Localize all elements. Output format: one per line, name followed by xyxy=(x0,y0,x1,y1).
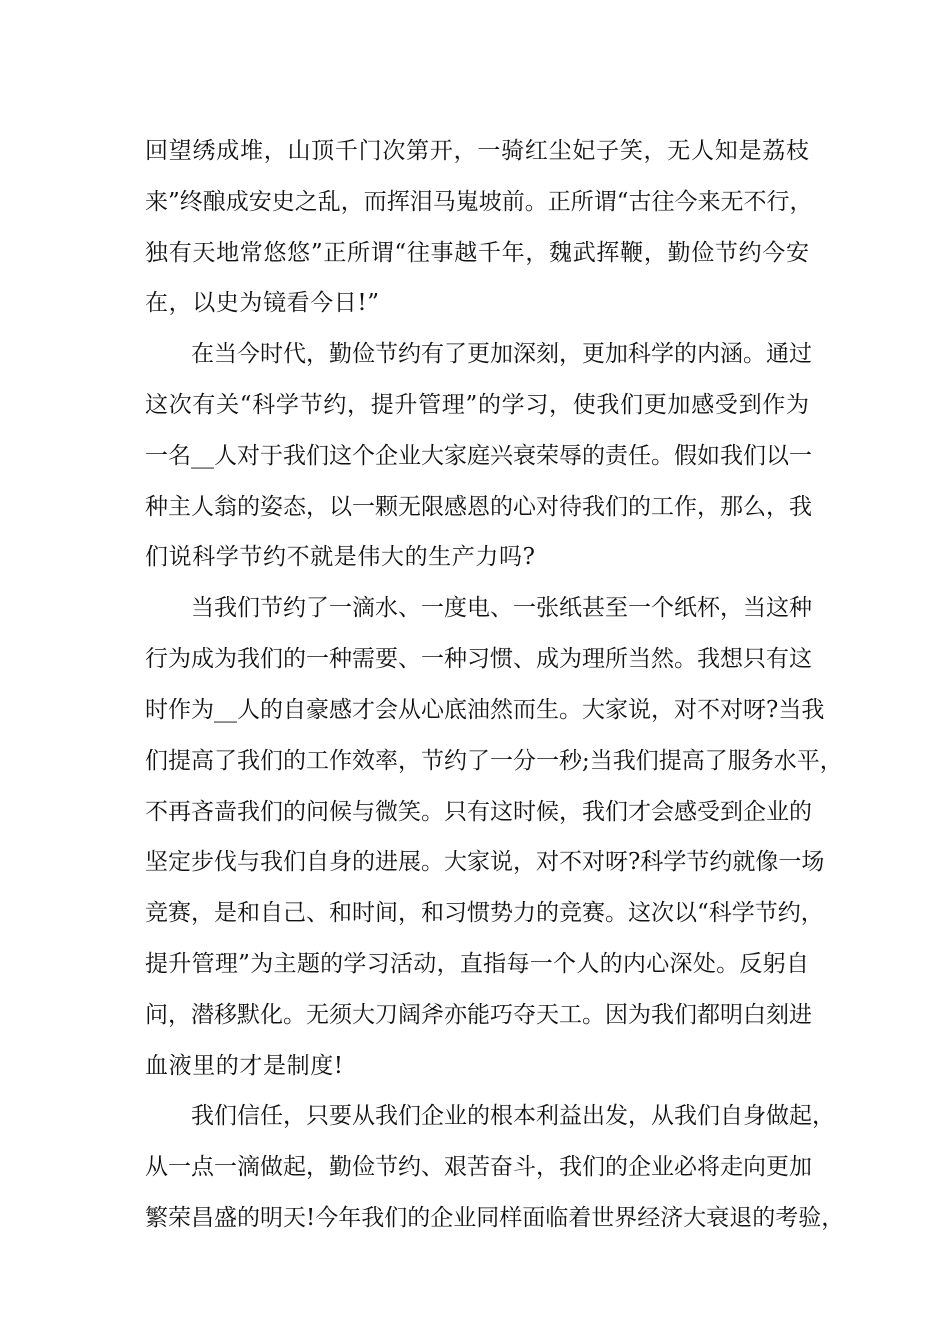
text-line: 不再吝啬我们的问候与微笑。只有这时候，我们才会感受到企业的 xyxy=(145,799,812,825)
text-line: 们说科学节约不就是伟大的生产力吗? xyxy=(145,544,536,570)
text-line: 这次有关“科学节约，提升管理”的学习，使我们更加感受到作为 xyxy=(145,392,809,418)
text-line: 回望绣成堆，山顶千门次第开，一骑红尘妃子笑，无人知是荔枝 xyxy=(145,138,809,164)
text-line: 问，潜移默化。无须大刀阔斧亦能巧夺天工。因为我们都明白刻进 xyxy=(145,1002,812,1028)
text-line: 当我们节约了一滴水、一度电、一张纸甚至一个纸杯，当这种 xyxy=(191,595,812,621)
text-line: 在当今时代，勤俭节约有了更加深刻，更加科学的内涵。通过 xyxy=(191,341,812,367)
text-line: 行为成为我们的一种需要、一种习惯、成为理所当然。我想只有这 xyxy=(145,646,812,672)
text-line: 独有天地常悠悠”正所谓“往事越千年，魏武挥鞭，勤俭节约今安 xyxy=(145,240,809,266)
text-line: 种主人翁的姿态，以一颗无限感恩的心对待我们的工作，那么，我 xyxy=(145,494,812,520)
text-line: 繁荣昌盛的明天!今年我们的企业同样面临着世界经济大衰退的考验， xyxy=(145,1205,845,1231)
text-line: 在，以史为镜看今日!” xyxy=(145,290,380,316)
text-line: 坚定步伐与我们自身的进展。大家说，对不对呀?科学节约就像一场 xyxy=(145,849,825,875)
text-line: 竞赛，是和自己、和时间，和习惯势力的竞赛。这次以“科学节约， xyxy=(145,900,824,926)
text-line: 一名__人对于我们这个企业大家庭兴衰荣辱的责任。假如我们以一 xyxy=(145,443,812,469)
text-line: 们提高了我们的工作效率，节约了一分一秒;当我们提高了服务水平， xyxy=(145,748,843,774)
text-line: 血液里的才是制度! xyxy=(145,1053,344,1079)
text-line: 提升管理”为主题的学习活动，直指每一个人的内心深处。反躬自 xyxy=(145,951,809,977)
text-line: 时作为__人的自豪感才会从心底油然而生。大家说，对不对呀?当我 xyxy=(145,697,825,723)
text-line: 来”终酿成安史之乱，而挥泪马嵬坡前。正所谓“古往今来无不行， xyxy=(145,189,813,215)
text-line: 从一点一滴做起，勤俭节约、艰苦奋斗，我们的企业必将走向更加 xyxy=(145,1154,812,1180)
text-line: 我们信任，只要从我们企业的根本利益出发，从我们自身做起， xyxy=(191,1103,835,1129)
